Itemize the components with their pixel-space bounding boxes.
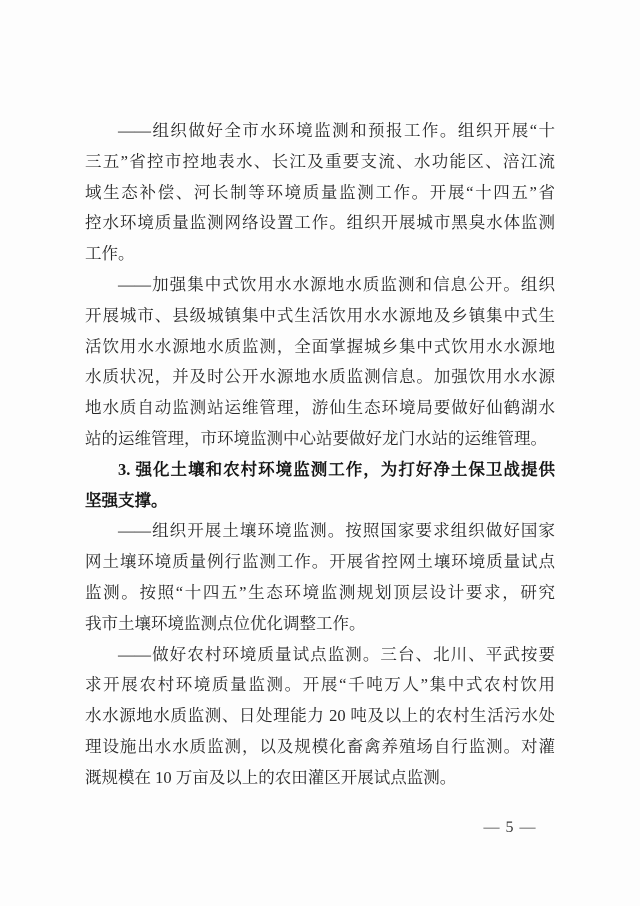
- text-line: 3. 强化土壤和农村环境监测工作，为打好净土保卫战提供: [118, 459, 555, 479]
- text-line: ——组织开展土壤环境监测。按照国家要求组织做好国家: [118, 521, 555, 541]
- text-line: 我市土壤环境监测点位优化调整工作。: [85, 613, 366, 633]
- text-line: ——组织做好全市水环境监测和预报工作。组织开展“十: [118, 121, 555, 140]
- text-line: 控水环境质量监测网络设置工作。组织开展城市黑臭水体监测: [85, 213, 555, 233]
- text-line: 活饮用水水源地水质监测，全面掌握城乡集中式饮用水水源地: [85, 336, 555, 356]
- paragraph-water-env-monitoring: [85, 116, 555, 270]
- text-line: 站的运维管理，市环境监测中心站要做好龙门水站的运维管理。: [85, 428, 547, 448]
- text-line: ——做好农村环境质量试点监测。三台、北川、平武按要: [118, 644, 555, 664]
- text-line: 水水源地水质监测、日处理能力 20 吨及以上的农村生活污水处: [85, 706, 555, 726]
- text-line: 开展城市、县级城镇集中式生活饮用水水源地及乡镇集中式生: [85, 305, 555, 325]
- text-line: ——加强集中式饮用水水源地水质监测和信息公开。组织: [118, 274, 555, 294]
- paragraph-drinking-water-source: [85, 270, 555, 455]
- paragraph-soil-monitoring: [85, 516, 555, 639]
- text-line: 求开展农村环境质量监测。开展“千吨万人”集中式农村饮用: [85, 675, 555, 695]
- heading-section-3-soil-rural: [85, 455, 555, 517]
- text-line: 地水质自动监测站运维管理，游仙生态环境局要做好仙鹤湖水: [85, 398, 555, 418]
- text-line: 域生态补偿、河长制等环境质量监测工作。开展“十四五”省: [85, 182, 555, 202]
- page-number: — 5 —: [483, 819, 537, 836]
- text-line: 工作。: [85, 244, 135, 264]
- text-line: 监测。按照“十四五”生态环境监测规划顶层设计要求，研究: [85, 582, 555, 602]
- text-line: 坚强支撑。: [85, 490, 168, 510]
- text-line: 理设施出水水质监测，以及规模化畜禽养殖场自行监测。对灌: [85, 736, 555, 756]
- text-line: 水质状况，并及时公开水源地水质监测信息。加强饮用水水源: [85, 367, 555, 387]
- paragraph-rural-env-quality: [85, 640, 555, 794]
- document-body: [85, 116, 555, 794]
- text-line: 网土壤环境质量例行监测工作。开展省控网土壤环境质量试点: [85, 552, 555, 572]
- text-line: 溉规模在 10 万亩及以上的农田灌区开展试点监测。: [85, 767, 457, 787]
- text-line: 三五”省控市控地表水、长江及重要支流、水功能区、涪江流: [85, 151, 555, 171]
